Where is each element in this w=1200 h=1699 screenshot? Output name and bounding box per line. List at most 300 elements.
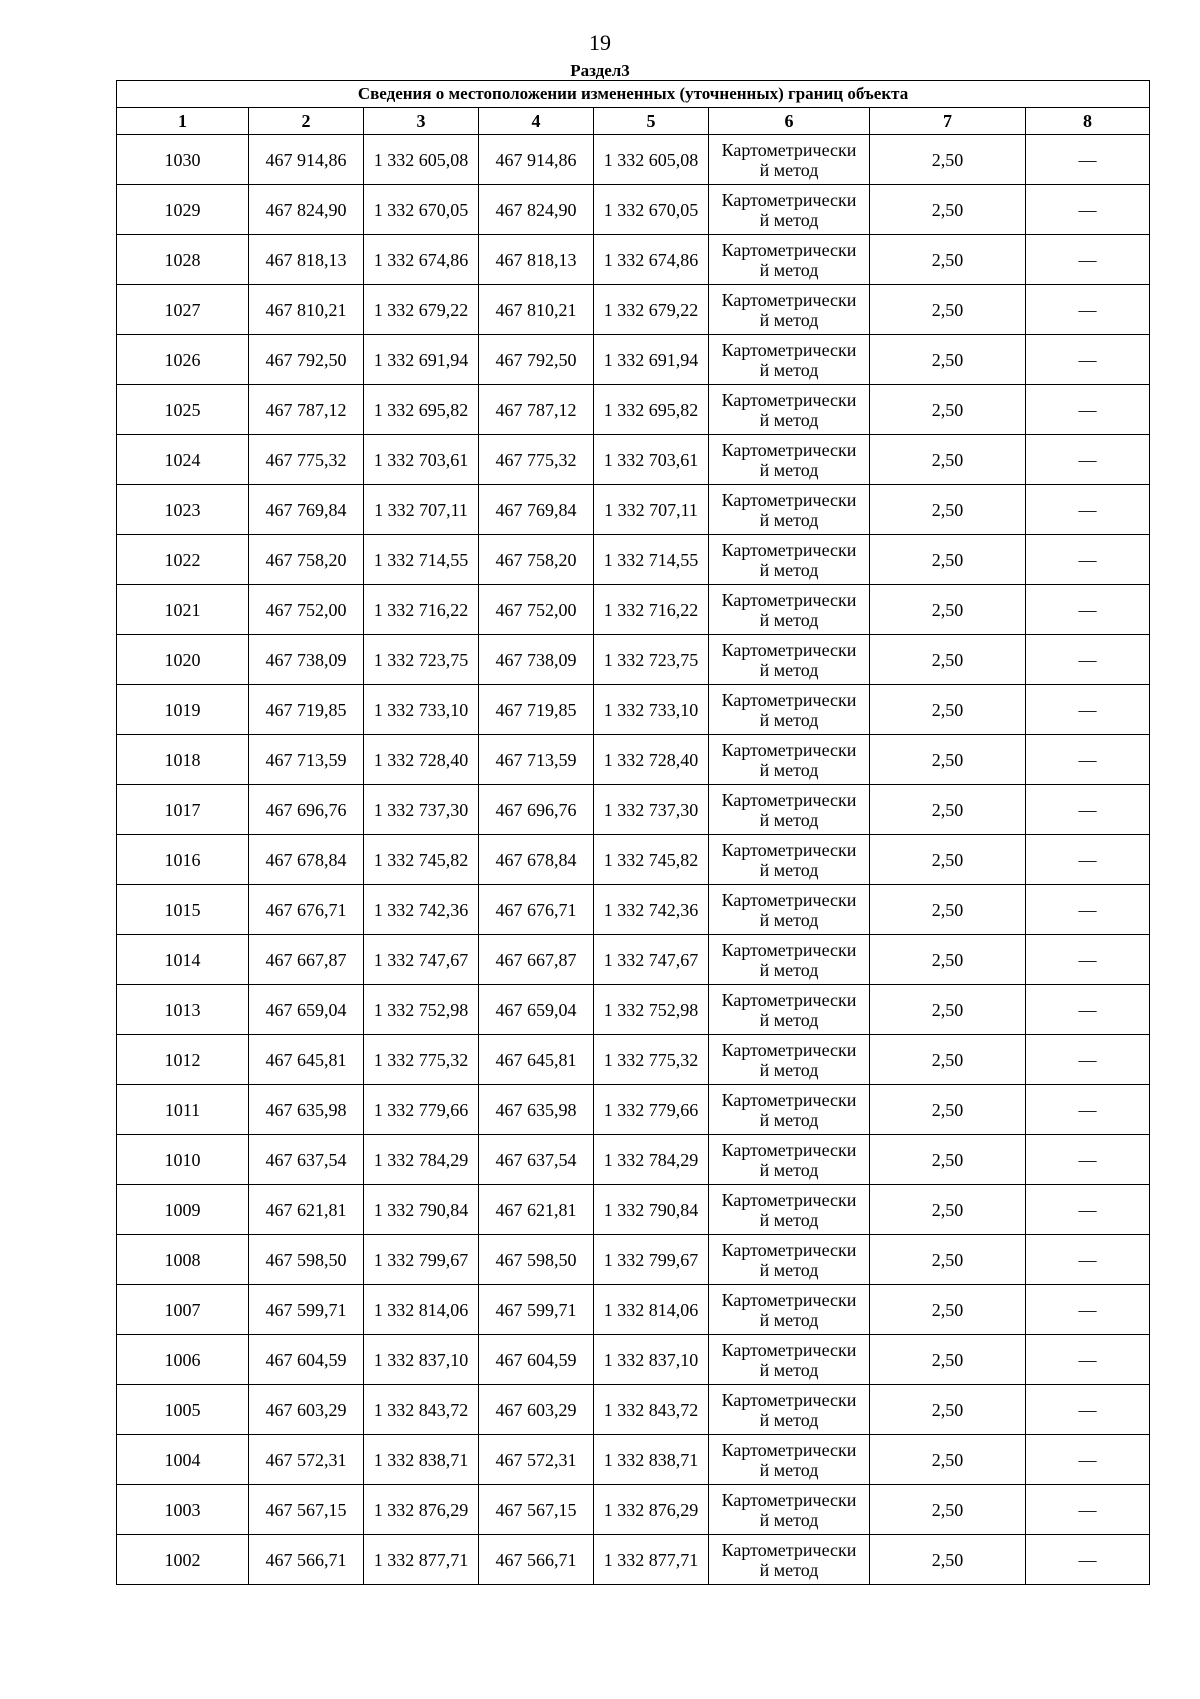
x-refined-cell: 467 635,98	[479, 1085, 594, 1135]
method-cell	[709, 885, 870, 935]
x-refined-cell: 467 775,32	[479, 435, 594, 485]
method-line-2: й метод	[759, 259, 819, 280]
x-existing-cell: 467 713,59	[249, 735, 364, 785]
y-existing-cell: 1 332 723,75	[364, 635, 479, 685]
method-line-2: й метод	[759, 209, 819, 230]
column-number: 5	[594, 108, 709, 135]
x-existing-cell: 467 572,31	[249, 1435, 364, 1485]
method-cell	[709, 1235, 870, 1285]
method-cell	[709, 535, 870, 585]
x-existing-cell: 467 621,81	[249, 1185, 364, 1235]
column-number: 3	[364, 108, 479, 135]
accuracy-cell: 2,50	[870, 685, 1026, 735]
description-cell: —	[1026, 235, 1150, 285]
accuracy-cell: 2,50	[870, 1335, 1026, 1385]
y-existing-cell: 1 332 742,36	[364, 885, 479, 935]
point-number-cell: 1027	[117, 285, 249, 335]
table-row	[117, 435, 1150, 485]
accuracy-cell: 2,50	[870, 335, 1026, 385]
x-existing-cell: 467 696,76	[249, 785, 364, 835]
y-existing-cell: 1 332 733,10	[364, 685, 479, 735]
y-refined-cell: 1 332 728,40	[594, 735, 709, 785]
description-cell: —	[1026, 1235, 1150, 1285]
x-existing-cell: 467 738,09	[249, 635, 364, 685]
accuracy-cell: 2,50	[870, 1485, 1026, 1535]
y-refined-cell: 1 332 742,36	[594, 885, 709, 935]
y-refined-cell: 1 332 605,08	[594, 135, 709, 185]
y-existing-cell: 1 332 670,05	[364, 185, 479, 235]
point-number-cell: 1029	[117, 185, 249, 235]
x-refined-cell: 467 566,71	[479, 1535, 594, 1585]
description-cell: —	[1026, 585, 1150, 635]
method-line-1: Картометрически	[721, 1489, 857, 1510]
accuracy-cell: 2,50	[870, 1535, 1026, 1585]
y-existing-cell: 1 332 679,22	[364, 285, 479, 335]
table-row	[117, 685, 1150, 735]
method-line-1: Картометрически	[721, 239, 857, 260]
x-existing-cell: 467 719,85	[249, 685, 364, 735]
method-cell	[709, 1385, 870, 1435]
y-existing-cell: 1 332 737,30	[364, 785, 479, 835]
y-existing-cell: 1 332 707,11	[364, 485, 479, 535]
point-number-cell: 1026	[117, 335, 249, 385]
x-refined-cell: 467 818,13	[479, 235, 594, 285]
y-existing-cell: 1 332 747,67	[364, 935, 479, 985]
method-line-2: й метод	[759, 1109, 819, 1130]
method-cell	[709, 785, 870, 835]
method-line-1: Картометрически	[721, 989, 857, 1010]
x-existing-cell: 467 787,12	[249, 385, 364, 435]
accuracy-cell: 2,50	[870, 585, 1026, 635]
method-cell	[709, 1035, 870, 1085]
method-cell	[709, 985, 870, 1035]
point-number-cell: 1012	[117, 1035, 249, 1085]
y-refined-cell: 1 332 779,66	[594, 1085, 709, 1135]
x-refined-cell: 467 604,59	[479, 1335, 594, 1385]
x-existing-cell: 467 758,20	[249, 535, 364, 585]
method-line-2: й метод	[759, 1559, 819, 1580]
x-refined-cell: 467 621,81	[479, 1185, 594, 1235]
table-row	[117, 135, 1150, 185]
accuracy-cell: 2,50	[870, 285, 1026, 335]
method-line-1: Картометрически	[721, 1389, 857, 1410]
method-cell	[709, 735, 870, 785]
description-cell: —	[1026, 1035, 1150, 1085]
table-row	[117, 585, 1150, 635]
method-line-1: Картометрически	[721, 589, 857, 610]
point-number-cell: 1025	[117, 385, 249, 435]
method-line-2: й метод	[759, 609, 819, 630]
y-existing-cell: 1 332 876,29	[364, 1485, 479, 1535]
method-line-1: Картометрически	[721, 1189, 857, 1210]
y-refined-cell: 1 332 691,94	[594, 335, 709, 385]
method-line-1: Картометрически	[721, 539, 857, 560]
point-number-cell: 1010	[117, 1135, 249, 1185]
y-existing-cell: 1 332 790,84	[364, 1185, 479, 1235]
y-existing-cell: 1 332 605,08	[364, 135, 479, 185]
y-refined-cell: 1 332 703,61	[594, 435, 709, 485]
method-line-2: й метод	[759, 759, 819, 780]
x-existing-cell: 467 599,71	[249, 1285, 364, 1335]
method-line-1: Картометрически	[721, 839, 857, 860]
x-existing-cell: 467 818,13	[249, 235, 364, 285]
method-line-2: й метод	[759, 159, 819, 180]
y-existing-cell: 1 332 695,82	[364, 385, 479, 435]
table-row	[117, 935, 1150, 985]
method-line-2: й метод	[759, 1009, 819, 1030]
table-row	[117, 1185, 1150, 1235]
x-existing-cell: 467 792,50	[249, 335, 364, 385]
description-cell: —	[1026, 435, 1150, 485]
table-row	[117, 635, 1150, 685]
x-refined-cell: 467 758,20	[479, 535, 594, 585]
method-line-1: Картометрически	[721, 1089, 857, 1110]
point-number-cell: 1005	[117, 1385, 249, 1435]
table-row	[117, 1135, 1150, 1185]
point-number-cell: 1006	[117, 1335, 249, 1385]
column-number: 1	[117, 108, 249, 135]
point-number-cell: 1015	[117, 885, 249, 935]
method-line-2: й метод	[759, 309, 819, 330]
table-row	[117, 1335, 1150, 1385]
boundary-coordinates-table	[116, 80, 1150, 1585]
method-cell	[709, 935, 870, 985]
y-existing-cell: 1 332 775,32	[364, 1035, 479, 1085]
method-line-1: Картометрически	[721, 639, 857, 660]
description-cell: —	[1026, 135, 1150, 185]
x-refined-cell: 467 914,86	[479, 135, 594, 185]
method-line-1: Картометрически	[721, 189, 857, 210]
method-line-2: й метод	[759, 409, 819, 430]
method-line-2: й метод	[759, 909, 819, 930]
x-refined-cell: 467 792,50	[479, 335, 594, 385]
description-cell: —	[1026, 685, 1150, 735]
method-line-1: Картометрически	[721, 789, 857, 810]
accuracy-cell: 2,50	[870, 435, 1026, 485]
accuracy-cell: 2,50	[870, 1285, 1026, 1335]
x-existing-cell: 467 598,50	[249, 1235, 364, 1285]
accuracy-cell: 2,50	[870, 735, 1026, 785]
x-refined-cell: 467 787,12	[479, 385, 594, 435]
table-row	[117, 1035, 1150, 1085]
method-cell	[709, 235, 870, 285]
y-refined-cell: 1 332 775,32	[594, 1035, 709, 1085]
accuracy-cell: 2,50	[870, 485, 1026, 535]
method-line-2: й метод	[759, 1409, 819, 1430]
method-cell	[709, 1335, 870, 1385]
description-cell: —	[1026, 985, 1150, 1035]
accuracy-cell: 2,50	[870, 235, 1026, 285]
y-existing-cell: 1 332 877,71	[364, 1535, 479, 1585]
description-cell: —	[1026, 885, 1150, 935]
x-existing-cell: 467 752,00	[249, 585, 364, 635]
method-cell	[709, 335, 870, 385]
point-number-cell: 1008	[117, 1235, 249, 1285]
point-number-cell: 1002	[117, 1535, 249, 1585]
x-existing-cell: 467 604,59	[249, 1335, 364, 1385]
y-refined-cell: 1 332 752,98	[594, 985, 709, 1035]
y-refined-cell: 1 332 799,67	[594, 1235, 709, 1285]
table-row	[117, 1235, 1150, 1285]
table-row	[117, 1385, 1150, 1435]
description-cell: —	[1026, 485, 1150, 535]
method-cell	[709, 685, 870, 735]
point-number-cell: 1011	[117, 1085, 249, 1135]
method-line-1: Картометрически	[721, 439, 857, 460]
x-refined-cell: 467 824,90	[479, 185, 594, 235]
x-refined-cell: 467 752,00	[479, 585, 594, 635]
table-row	[117, 785, 1150, 835]
accuracy-cell: 2,50	[870, 1085, 1026, 1135]
x-refined-cell: 467 769,84	[479, 485, 594, 535]
y-refined-cell: 1 332 716,22	[594, 585, 709, 635]
column-number: 6	[709, 108, 870, 135]
method-line-2: й метод	[759, 809, 819, 830]
accuracy-cell: 2,50	[870, 835, 1026, 885]
x-refined-cell: 467 598,50	[479, 1235, 594, 1285]
column-number: 4	[479, 108, 594, 135]
description-cell: —	[1026, 1435, 1150, 1485]
section-title: Раздел3	[570, 61, 630, 80]
method-cell	[709, 1085, 870, 1135]
point-number-cell: 1013	[117, 985, 249, 1035]
x-refined-cell: 467 599,71	[479, 1285, 594, 1335]
method-line-2: й метод	[759, 1309, 819, 1330]
table-row	[117, 735, 1150, 785]
description-cell: —	[1026, 1085, 1150, 1135]
y-existing-cell: 1 332 814,06	[364, 1285, 479, 1335]
table-row	[117, 985, 1150, 1035]
description-cell: —	[1026, 785, 1150, 835]
point-number-cell: 1004	[117, 1435, 249, 1485]
method-line-2: й метод	[759, 709, 819, 730]
method-cell	[709, 835, 870, 885]
x-refined-cell: 467 696,76	[479, 785, 594, 835]
accuracy-cell: 2,50	[870, 135, 1026, 185]
y-refined-cell: 1 332 733,10	[594, 685, 709, 735]
y-existing-cell: 1 332 843,72	[364, 1385, 479, 1435]
table-row	[117, 835, 1150, 885]
x-existing-cell: 467 637,54	[249, 1135, 364, 1185]
x-existing-cell: 467 566,71	[249, 1535, 364, 1585]
table-row	[117, 385, 1150, 435]
method-cell	[709, 1485, 870, 1535]
y-existing-cell: 1 332 799,67	[364, 1235, 479, 1285]
method-line-2: й метод	[759, 359, 819, 380]
point-number-cell: 1018	[117, 735, 249, 785]
x-existing-cell: 467 567,15	[249, 1485, 364, 1535]
accuracy-cell: 2,50	[870, 1435, 1026, 1485]
description-cell: —	[1026, 635, 1150, 685]
method-line-2: й метод	[759, 1209, 819, 1230]
point-number-cell: 1019	[117, 685, 249, 735]
x-refined-cell: 467 738,09	[479, 635, 594, 685]
y-refined-cell: 1 332 679,22	[594, 285, 709, 335]
x-existing-cell: 467 769,84	[249, 485, 364, 535]
point-number-cell: 1017	[117, 785, 249, 835]
column-number: 7	[870, 108, 1026, 135]
column-number-row	[117, 108, 1150, 135]
accuracy-cell: 2,50	[870, 635, 1026, 685]
y-existing-cell: 1 332 716,22	[364, 585, 479, 635]
method-line-1: Картометрически	[721, 1439, 857, 1460]
method-cell	[709, 1285, 870, 1335]
table-caption-row	[117, 81, 1150, 108]
method-cell	[709, 185, 870, 235]
description-cell: —	[1026, 1385, 1150, 1435]
x-refined-cell: 467 603,29	[479, 1385, 594, 1435]
method-line-1: Картометрически	[721, 489, 857, 510]
table-row	[117, 1085, 1150, 1135]
accuracy-cell: 2,50	[870, 1235, 1026, 1285]
x-existing-cell: 467 810,21	[249, 285, 364, 335]
table-row	[117, 285, 1150, 335]
description-cell: —	[1026, 185, 1150, 235]
method-cell	[709, 1135, 870, 1185]
method-line-2: й метод	[759, 1059, 819, 1080]
y-refined-cell: 1 332 670,05	[594, 185, 709, 235]
method-line-2: й метод	[759, 659, 819, 680]
method-line-1: Картометрически	[721, 389, 857, 410]
y-refined-cell: 1 332 737,30	[594, 785, 709, 835]
method-line-1: Картометрически	[721, 1289, 857, 1310]
x-refined-cell: 467 676,71	[479, 885, 594, 935]
x-refined-cell: 467 567,15	[479, 1485, 594, 1535]
y-refined-cell: 1 332 707,11	[594, 485, 709, 535]
method-line-2: й метод	[759, 509, 819, 530]
method-cell	[709, 1535, 870, 1585]
method-line-2: й метод	[759, 1259, 819, 1280]
table-row	[117, 335, 1150, 385]
x-existing-cell: 467 645,81	[249, 1035, 364, 1085]
table-row	[117, 1285, 1150, 1335]
table-row	[117, 185, 1150, 235]
y-refined-cell: 1 332 745,82	[594, 835, 709, 885]
y-refined-cell: 1 332 674,86	[594, 235, 709, 285]
accuracy-cell: 2,50	[870, 985, 1026, 1035]
method-line-1: Картометрически	[721, 139, 857, 160]
y-refined-cell: 1 332 714,55	[594, 535, 709, 585]
y-refined-cell: 1 332 695,82	[594, 385, 709, 435]
description-cell: —	[1026, 385, 1150, 435]
table-row	[117, 485, 1150, 535]
x-existing-cell: 467 678,84	[249, 835, 364, 885]
x-refined-cell: 467 572,31	[479, 1435, 594, 1485]
y-refined-cell: 1 332 814,06	[594, 1285, 709, 1335]
method-line-1: Картометрически	[721, 1139, 857, 1160]
description-cell: —	[1026, 335, 1150, 385]
y-existing-cell: 1 332 752,98	[364, 985, 479, 1035]
y-refined-cell: 1 332 790,84	[594, 1185, 709, 1235]
point-number-cell: 1030	[117, 135, 249, 185]
accuracy-cell: 2,50	[870, 935, 1026, 985]
method-cell	[709, 1435, 870, 1485]
y-refined-cell: 1 332 876,29	[594, 1485, 709, 1535]
y-existing-cell: 1 332 691,94	[364, 335, 479, 385]
y-existing-cell: 1 332 714,55	[364, 535, 479, 585]
method-cell	[709, 285, 870, 335]
description-cell: —	[1026, 1335, 1150, 1385]
method-line-2: й метод	[759, 559, 819, 580]
column-number: 8	[1026, 108, 1150, 135]
accuracy-cell: 2,50	[870, 535, 1026, 585]
point-number-cell: 1016	[117, 835, 249, 885]
x-refined-cell: 467 667,87	[479, 935, 594, 985]
column-number: 2	[249, 108, 364, 135]
table-caption: Сведения о местоположении измененных (уточненных) границ объекта	[117, 81, 1150, 108]
y-refined-cell: 1 332 837,10	[594, 1335, 709, 1385]
point-number-cell: 1007	[117, 1285, 249, 1335]
method-line-2: й метод	[759, 1359, 819, 1380]
point-number-cell: 1021	[117, 585, 249, 635]
x-existing-cell: 467 659,04	[249, 985, 364, 1035]
y-existing-cell: 1 332 703,61	[364, 435, 479, 485]
x-refined-cell: 467 637,54	[479, 1135, 594, 1185]
point-number-cell: 1024	[117, 435, 249, 485]
method-line-1: Картометрически	[721, 289, 857, 310]
y-refined-cell: 1 332 877,71	[594, 1535, 709, 1585]
x-existing-cell: 467 914,86	[249, 135, 364, 185]
method-line-1: Картометрически	[721, 339, 857, 360]
x-existing-cell: 467 667,87	[249, 935, 364, 985]
y-existing-cell: 1 332 745,82	[364, 835, 479, 885]
description-cell: —	[1026, 1485, 1150, 1535]
x-refined-cell: 467 678,84	[479, 835, 594, 885]
y-refined-cell: 1 332 784,29	[594, 1135, 709, 1185]
method-line-1: Картометрически	[721, 1039, 857, 1060]
y-refined-cell: 1 332 843,72	[594, 1385, 709, 1435]
x-refined-cell: 467 659,04	[479, 985, 594, 1035]
description-cell: —	[1026, 535, 1150, 585]
y-existing-cell: 1 332 674,86	[364, 235, 479, 285]
method-line-2: й метод	[759, 1459, 819, 1480]
table-row	[117, 535, 1150, 585]
accuracy-cell: 2,50	[870, 1185, 1026, 1235]
accuracy-cell: 2,50	[870, 1135, 1026, 1185]
method-cell	[709, 585, 870, 635]
y-existing-cell: 1 332 838,71	[364, 1435, 479, 1485]
accuracy-cell: 2,50	[870, 885, 1026, 935]
method-line-1: Картометрически	[721, 1239, 857, 1260]
point-number-cell: 1003	[117, 1485, 249, 1535]
y-refined-cell: 1 332 747,67	[594, 935, 709, 985]
method-line-1: Картометрически	[721, 689, 857, 710]
accuracy-cell: 2,50	[870, 785, 1026, 835]
y-refined-cell: 1 332 723,75	[594, 635, 709, 685]
table-row	[117, 885, 1150, 935]
description-cell: —	[1026, 835, 1150, 885]
description-cell: —	[1026, 285, 1150, 335]
x-existing-cell: 467 775,32	[249, 435, 364, 485]
page-number: 19	[589, 30, 611, 55]
x-refined-cell: 467 713,59	[479, 735, 594, 785]
description-cell: —	[1026, 935, 1150, 985]
table-body	[117, 135, 1150, 1585]
y-existing-cell: 1 332 779,66	[364, 1085, 479, 1135]
y-refined-cell: 1 332 838,71	[594, 1435, 709, 1485]
table-row	[117, 1485, 1150, 1535]
accuracy-cell: 2,50	[870, 185, 1026, 235]
point-number-cell: 1020	[117, 635, 249, 685]
point-number-cell: 1023	[117, 485, 249, 535]
method-line-1: Картометрически	[721, 939, 857, 960]
table-row	[117, 235, 1150, 285]
method-line-2: й метод	[759, 459, 819, 480]
accuracy-cell: 2,50	[870, 1385, 1026, 1435]
description-cell: —	[1026, 735, 1150, 785]
method-line-1: Картометрически	[721, 1339, 857, 1360]
accuracy-cell: 2,50	[870, 385, 1026, 435]
